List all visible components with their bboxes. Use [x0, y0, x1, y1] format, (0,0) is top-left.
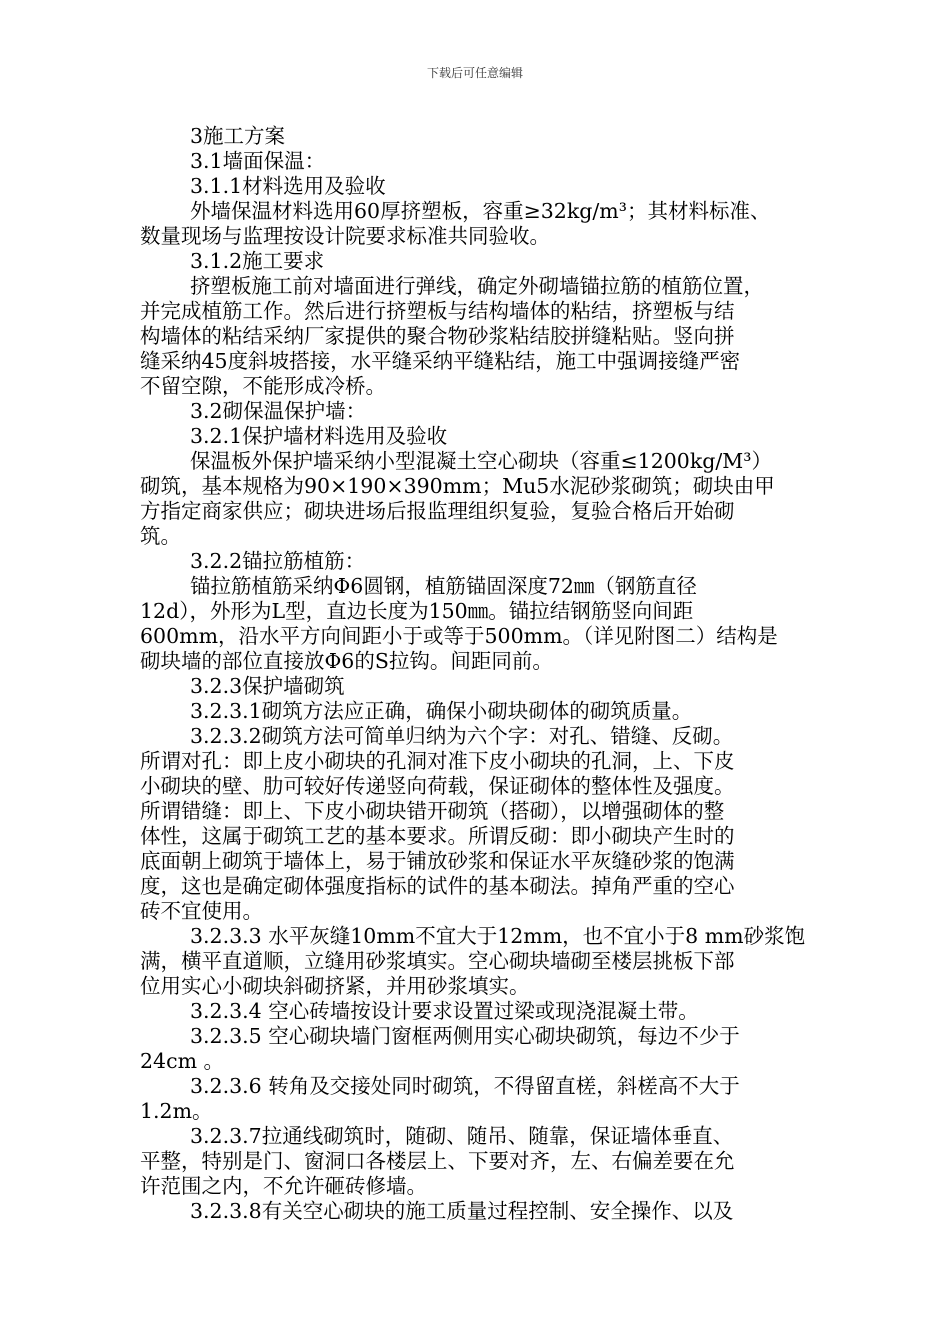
document-body — [140, 124, 820, 1224]
text-line: 平整，特别是门、窗洞口各楼层上、下要对齐，左、右偏差要在允 — [140, 1149, 735, 1173]
text-line: 3施工方案 — [190, 124, 286, 148]
text-line: 1.2m。 — [140, 1099, 213, 1123]
text-line: 3.2.2锚拉筋植筋： — [190, 549, 366, 573]
text-line: 3.1.2施工要求 — [190, 249, 325, 273]
text-line: 砌块墙的部位直接放Φ6的S拉钩。间距同前。 — [140, 649, 553, 673]
text-line: 缝采纳45度斜坡搭接，水平缝采纳平缝粘结，施工中强调接缝严密 — [140, 349, 741, 373]
text-line: 砖不宜使用。 — [140, 899, 263, 923]
text-line: 12d），外形为L型，直边长度为150㎜。锚拉结钢筋竖向间距 — [140, 599, 694, 623]
text-line: 构墙体的粘结采纳厂家提供的聚合物砂浆粘结胶拼缝粘贴。竖向拼 — [140, 324, 735, 348]
text-line: 挤塑板施工前对墙面进行弹线，确定外砌墙锚拉筋的植筋位置， — [190, 274, 764, 298]
text-line: 3.2.3.8有关空心砌块的施工质量过程控制、安全操作、以及 — [190, 1199, 734, 1223]
text-line: 所谓错缝：即上、下皮小砌块错开砌筑（搭砌），以增强砌体的整 — [140, 799, 725, 823]
text-line: 3.2.3.1砌筑方法应正确，确保小砌块砌体的砌筑质量。 — [190, 699, 693, 723]
text-line: 满，横平直道顺，立缝用砂浆填实。空心砌块墙砌至楼层挑板下部 — [140, 949, 735, 973]
text-line: 3.2砌保温保护墙： — [190, 399, 367, 423]
text-line: 外墙保温材料选用60厚挤塑板，容重≥32kg/m³；其材料标准、 — [190, 199, 771, 223]
text-line: 底面朝上砌筑于墙体上，易于铺放砂浆和保证水平灰缝砂浆的饱满 — [140, 849, 735, 873]
text-line: 数量现场与监理按设计院要求标准共同验收。 — [140, 224, 550, 248]
text-line: 筑。 — [140, 524, 181, 548]
text-line: 保温板外保护墙采纳小型混凝土空心砌块（容重≤1200kg/M³） — [190, 449, 773, 473]
text-line: 3.2.3.5 空心砌块墙门窗框两侧用实心砌块砌筑，每边不少于 — [190, 1024, 740, 1048]
text-line: 小砌块的壁、肋可较好传递竖向荷载，保证砌体的整体性及强度。 — [140, 774, 735, 798]
text-line: 体性，这属于砌筑工艺的基本要求。所谓反砌：即小砌块产生时的 — [140, 824, 735, 848]
text-line: 砌筑，基本规格为90×190×390mm；Mu5水泥砂浆砌筑；砌块由甲 — [140, 474, 775, 498]
text-line: 方指定商家供应；砌块进场后报监理组织复验，复验合格后开始砌 — [140, 499, 735, 523]
text-line: 3.2.3保护墙砌筑 — [190, 674, 345, 698]
text-line: 3.2.1保护墙材料选用及验收 — [190, 424, 448, 448]
text-line: 不留空隙，不能形成冷桥。 — [140, 374, 386, 398]
text-line: 3.2.3.7拉通线砌筑时，随砌、随吊、随靠，保证墙体垂直、 — [190, 1124, 734, 1148]
text-line: 3.1墙面保温： — [190, 149, 326, 173]
text-line: 3.2.3.4 空心砖墙按设计要求设置过梁或现浇混凝土带。 — [190, 999, 699, 1023]
text-line: 所谓对孔：即上皮小砌块的孔洞对准下皮小砌块的孔洞，上、下皮 — [140, 749, 735, 773]
text-line: 度，这也是确定砌体强度指标的试件的基本砌法。掉角严重的空心 — [140, 874, 735, 898]
text-line: 许范围之内，不允许砸砖修墙。 — [140, 1174, 427, 1198]
text-line: 3.2.3.6 转角及交接处同时砌筑，不得留直槎，斜槎高不大于 — [190, 1074, 740, 1098]
text-line: 3.2.3.2砌筑方法可简单归纳为六个字：对孔、错缝、反砌。 — [190, 724, 734, 748]
text-line: 并完成植筋工作。然后进行挤塑板与结构墙体的粘结，挤塑板与结 — [140, 299, 735, 323]
text-line: 600mm，沿水平方向间距小于或等于500mm。（详见附图二）结构是 — [140, 624, 778, 648]
text-line: 3.2.3.3 水平灰缝10mm不宜大于12mm，也不宜小于8 mm砂浆饱 — [190, 924, 806, 948]
text-line: 3.1.1材料选用及验收 — [190, 174, 386, 198]
text-line: 24cm 。 — [140, 1049, 225, 1073]
text-line: 锚拉筋植筋采纳Φ6圆钢，植筋锚固深度72㎜（钢筋直径 — [190, 574, 697, 598]
page-header: 下载后可任意编辑 — [426, 66, 523, 80]
text-line: 位用实心小砌块斜砌挤紧，并用砂浆填实。 — [140, 974, 530, 998]
